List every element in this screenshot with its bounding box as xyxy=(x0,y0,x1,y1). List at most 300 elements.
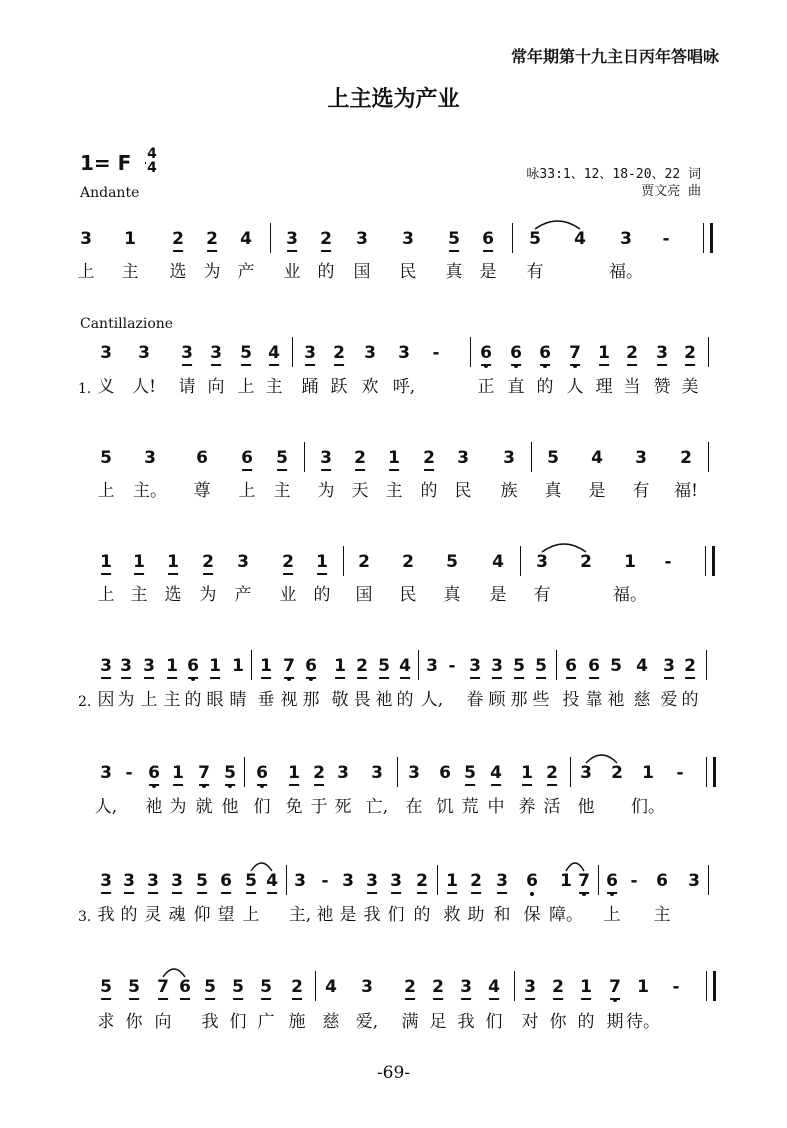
note: 1 xyxy=(172,763,184,783)
note: 6 xyxy=(539,343,551,363)
lyric-syllable: 们。 xyxy=(631,797,665,817)
lyric-syllable: 当 xyxy=(623,377,641,397)
lyric-syllable: 保 xyxy=(523,905,541,925)
note: 3 xyxy=(356,229,368,249)
note: 4 xyxy=(488,977,500,997)
lyric-syllable: 求 xyxy=(97,1012,115,1032)
note: 5 xyxy=(610,656,622,676)
note: 3 xyxy=(138,343,150,363)
lyric-syllable: 上 xyxy=(140,690,158,710)
note: 3 xyxy=(286,229,298,249)
note: 3 xyxy=(337,763,349,783)
lyric-syllable: 爱, xyxy=(355,1012,379,1032)
note: 3 xyxy=(100,871,112,891)
lyric-syllable: 赞 xyxy=(653,377,671,397)
note: 2 xyxy=(356,656,368,676)
note: 3 xyxy=(120,656,132,676)
barline xyxy=(304,442,305,472)
lyric-syllable: 你 xyxy=(125,1012,143,1032)
barline xyxy=(251,650,252,680)
note: - xyxy=(664,552,672,572)
note: 2 xyxy=(313,763,325,783)
meter-denominator: 4 xyxy=(147,160,157,176)
lyric-syllable: 为 xyxy=(199,585,217,605)
barline xyxy=(706,650,707,680)
lyric-syllable: 主 xyxy=(121,262,139,282)
lyric-syllable: 尊 xyxy=(193,481,211,501)
barline xyxy=(315,971,316,1001)
note: 1 xyxy=(560,871,572,891)
lyric-syllable: 魂 xyxy=(168,905,186,925)
lyric-syllable: 是 xyxy=(489,585,507,605)
final-barline xyxy=(706,971,716,1001)
lyric-syllable: 爱 xyxy=(660,690,678,710)
final-barline xyxy=(705,546,715,576)
note: - xyxy=(448,656,456,676)
lyric-syllable: 的 xyxy=(396,690,414,710)
lyric-syllable: 眷 xyxy=(466,690,484,710)
note: 2 xyxy=(291,977,303,997)
lyric-syllable: 的 xyxy=(681,690,699,710)
lyric-syllable: 满 xyxy=(401,1012,419,1032)
lyric-syllable: 上 xyxy=(603,905,621,925)
note: 2 xyxy=(546,763,558,783)
lyric-syllable: 免 xyxy=(285,797,303,817)
lyric-syllable: 活 xyxy=(543,797,561,817)
note: 5 xyxy=(240,343,252,363)
note: 7 xyxy=(157,977,169,997)
note: 4 xyxy=(266,871,278,891)
lyric-syllable: 欢 xyxy=(361,377,379,397)
tie-slur xyxy=(540,540,588,554)
note: 5 xyxy=(513,656,525,676)
low-octave-dot xyxy=(514,364,518,368)
lyric-syllable: 荒 xyxy=(461,797,479,817)
lyric-syllable: 们 xyxy=(485,1012,503,1032)
note: 2 xyxy=(354,448,366,468)
note: 7 xyxy=(609,977,621,997)
note: 5 xyxy=(378,656,390,676)
lyric-syllable: 畏 xyxy=(353,690,371,710)
barline xyxy=(531,442,532,472)
note: 7 xyxy=(569,343,581,363)
note: 3 xyxy=(524,977,536,997)
note: 3 xyxy=(364,343,376,363)
lyric-syllable: 待。 xyxy=(626,1012,660,1032)
lyric-syllable: 人, xyxy=(94,797,118,817)
note: 2 xyxy=(172,229,184,249)
music-credit: 贾文亮 曲 xyxy=(641,184,701,199)
note: 1 xyxy=(209,656,221,676)
lyric-syllable: 有 xyxy=(526,262,544,282)
lyric-syllable: 的 xyxy=(536,377,554,397)
tie-slur xyxy=(584,751,619,765)
lyric-syllable: 那 xyxy=(302,690,320,710)
note: 1 xyxy=(521,763,533,783)
lyric-syllable: 我 xyxy=(201,1012,219,1032)
note: 6 xyxy=(220,871,232,891)
lyric-syllable: 天 xyxy=(351,481,369,501)
lyric-syllable: 为 xyxy=(317,481,335,501)
note: 2 xyxy=(358,552,370,572)
note: 3 xyxy=(688,871,700,891)
barline xyxy=(343,546,344,576)
lyric-syllable: 些 xyxy=(532,690,550,710)
lyric-syllable: 祂 xyxy=(316,905,334,925)
note: 3 xyxy=(294,871,306,891)
barline xyxy=(270,223,271,253)
tie-slur xyxy=(161,965,187,979)
lyric-syllable: 祂 xyxy=(375,690,393,710)
low-octave-dot xyxy=(484,364,488,368)
lyric-syllable: 业 xyxy=(283,262,301,282)
lyric-syllable: 垂 xyxy=(257,690,275,710)
barline xyxy=(520,546,521,576)
lyric-syllable: 美 xyxy=(681,377,699,397)
lyric-syllable: 民 xyxy=(399,585,417,605)
note: 4 xyxy=(240,229,252,249)
note: 2 xyxy=(470,871,482,891)
note: 6 xyxy=(606,871,618,891)
low-octave-dot xyxy=(573,364,577,368)
low-octave-dot xyxy=(543,364,547,368)
lyric-syllable: 他 xyxy=(221,797,239,817)
note: 3 xyxy=(491,656,503,676)
note: 2 xyxy=(333,343,345,363)
lyric-syllable: 施 xyxy=(288,1012,306,1032)
lyric-syllable: 障。 xyxy=(549,905,583,925)
lyric-syllable: 民 xyxy=(454,481,472,501)
note: - xyxy=(125,763,133,783)
lyric-syllable: 有 xyxy=(632,481,650,501)
lyric-syllable: 于 xyxy=(310,797,328,817)
lyric-syllable: 期 xyxy=(606,1012,624,1032)
lyric-syllable: 他 xyxy=(577,797,595,817)
source-heading: 常年期第十九主日丙年答唱咏 xyxy=(510,47,719,66)
lyric-syllable: 足 xyxy=(429,1012,447,1032)
lyric-syllable: 祂 xyxy=(607,690,625,710)
lyric-syllable: 投 xyxy=(562,690,580,710)
note: 5 xyxy=(100,448,112,468)
note: 2 xyxy=(611,763,623,783)
lyric-syllable: 踊 xyxy=(301,377,319,397)
note: - xyxy=(432,343,440,363)
lyric-syllable: 为 xyxy=(203,262,221,282)
note: 2 xyxy=(202,552,214,572)
note: 6 xyxy=(196,448,208,468)
note: 3 xyxy=(390,871,402,891)
lyric-syllable: 国 xyxy=(355,585,373,605)
note: 5 xyxy=(100,977,112,997)
note: 1 xyxy=(133,552,145,572)
note: 3 xyxy=(361,977,373,997)
note: 2 xyxy=(684,343,696,363)
note: 3 xyxy=(210,343,222,363)
lyric-syllable: 是 xyxy=(479,262,497,282)
note: 6 xyxy=(256,763,268,783)
page-title: 上主选为产业 xyxy=(327,86,460,112)
note: 2 xyxy=(404,977,416,997)
note: 3 xyxy=(402,229,414,249)
lyric-syllable: 饥 xyxy=(436,797,454,817)
note: 6 xyxy=(305,656,317,676)
low-octave-dot xyxy=(309,677,313,681)
note: 1 xyxy=(260,656,272,676)
note: 3 xyxy=(181,343,193,363)
lyric-syllable: 主 xyxy=(265,377,283,397)
lyric-syllable: 福! xyxy=(674,481,698,501)
meter-numerator: 4 xyxy=(147,146,157,162)
lyric-syllable: 上 xyxy=(97,585,115,605)
lyric-syllable: 主, xyxy=(288,905,312,925)
note: 3 xyxy=(320,448,332,468)
lyric-syllable: 靠 xyxy=(585,690,603,710)
note: 6 xyxy=(241,448,253,468)
note: 6 xyxy=(588,656,600,676)
key-signature: 1= F xyxy=(80,151,132,175)
lyric-syllable: 是 xyxy=(588,481,606,501)
lyric-syllable: 民 xyxy=(399,262,417,282)
lyric-syllable: 跃 xyxy=(330,377,348,397)
lyric-syllable: 真 xyxy=(443,585,461,605)
lyric-syllable: 死 xyxy=(334,797,352,817)
lyric-syllable: 的 xyxy=(420,481,438,501)
note: 3 xyxy=(620,229,632,249)
note: 6 xyxy=(187,656,199,676)
tie-slur xyxy=(564,859,586,873)
note: 1 xyxy=(637,977,649,997)
note: 3 xyxy=(100,763,112,783)
tempo-marking: Andante xyxy=(80,185,140,201)
lyric-syllable: 对 xyxy=(521,1012,539,1032)
note: 3 xyxy=(147,871,159,891)
note: 5 xyxy=(224,763,236,783)
note: 2 xyxy=(580,552,592,572)
note: - xyxy=(662,229,670,249)
lyric-syllable: 族 xyxy=(500,481,518,501)
note: 2 xyxy=(423,448,435,468)
note: 6 xyxy=(179,977,191,997)
lyric-syllable: 请 xyxy=(178,377,196,397)
low-octave-dot xyxy=(530,892,534,896)
barline xyxy=(418,650,419,680)
note: - xyxy=(676,763,684,783)
lyric-syllable: 慈 xyxy=(322,1012,340,1032)
lyric-syllable: 是 xyxy=(339,905,357,925)
lyric-syllable: 广 xyxy=(257,1012,275,1032)
note: 6 xyxy=(480,343,492,363)
note: 1 xyxy=(334,656,346,676)
barline xyxy=(708,337,709,367)
lyric-syllable: 就 xyxy=(195,797,213,817)
lyric-syllable: 的 xyxy=(413,905,431,925)
note: 3 xyxy=(496,871,508,891)
note: 3 xyxy=(635,448,647,468)
lyric-syllable: 为 xyxy=(117,690,135,710)
low-octave-dot xyxy=(202,784,206,788)
lyric-syllable: 主 xyxy=(163,690,181,710)
note: 4 xyxy=(399,656,411,676)
note: 5 xyxy=(245,871,257,891)
lyric-syllable: 正 xyxy=(477,377,495,397)
barline xyxy=(512,223,513,253)
note: 1 xyxy=(388,448,400,468)
lyric-syllable: 选 xyxy=(164,585,182,605)
note: 3 xyxy=(100,656,112,676)
note: 2 xyxy=(684,656,696,676)
lyric-syllable: 你 xyxy=(549,1012,567,1032)
note: 3 xyxy=(143,656,155,676)
note: 1 xyxy=(598,343,610,363)
lyric-syllable: 产 xyxy=(234,585,252,605)
note: 4 xyxy=(490,763,502,783)
lyric-syllable: 向 xyxy=(154,1012,172,1032)
note: 5 xyxy=(232,977,244,997)
note: 3 xyxy=(457,448,469,468)
lyric-syllable: 直 xyxy=(507,377,525,397)
note: 3 xyxy=(237,552,249,572)
lyric-syllable: 和 xyxy=(493,905,511,925)
note: 4 xyxy=(492,552,504,572)
verse-number: 3. xyxy=(78,909,92,925)
lyric-syllable: 亡, xyxy=(365,797,389,817)
barline xyxy=(570,757,571,787)
verse-number: 1. xyxy=(78,381,92,397)
note: 3 xyxy=(171,871,183,891)
low-octave-dot xyxy=(260,784,264,788)
lyric-syllable: 有 xyxy=(533,585,551,605)
lyric-syllable: 产 xyxy=(237,262,255,282)
lyric-syllable: 理 xyxy=(595,377,613,397)
note: 4 xyxy=(591,448,603,468)
verse-number: 2. xyxy=(78,694,92,710)
note: 2 xyxy=(680,448,692,468)
lyric-syllable: 福。 xyxy=(613,585,647,605)
note: 3 xyxy=(100,343,112,363)
barline xyxy=(598,865,599,895)
note: 2 xyxy=(402,552,414,572)
lyric-syllable: 业 xyxy=(279,585,297,605)
barline xyxy=(556,650,557,680)
barline xyxy=(397,757,398,787)
note: 2 xyxy=(206,229,218,249)
lyric-syllable: 顾 xyxy=(488,690,506,710)
note: 1 xyxy=(167,552,179,572)
lyric-syllable: 们 xyxy=(387,905,405,925)
lyric-syllable: 真 xyxy=(544,481,562,501)
lyric-syllable: 视 xyxy=(280,690,298,710)
note: 1 xyxy=(446,871,458,891)
note: 5 xyxy=(128,977,140,997)
lyric-syllable: 的 xyxy=(313,585,331,605)
lyric-syllable: 仰 xyxy=(193,905,211,925)
note: - xyxy=(321,871,329,891)
lyric-syllable: 助 xyxy=(467,905,485,925)
note: 3 xyxy=(656,343,668,363)
lyric-syllable: 上 xyxy=(97,481,115,501)
lyric-syllable: 我 xyxy=(97,905,115,925)
note: 1 xyxy=(288,763,300,783)
lyric-syllable: 主 xyxy=(385,481,403,501)
barline xyxy=(708,442,709,472)
barline xyxy=(437,865,438,895)
low-octave-dot xyxy=(610,892,614,896)
note: 3 xyxy=(408,763,420,783)
note: 3 xyxy=(460,977,472,997)
barline xyxy=(470,337,471,367)
lyric-syllable: 的 xyxy=(120,905,138,925)
barline xyxy=(286,865,287,895)
note: 6 xyxy=(526,871,538,891)
lyric-syllable: 为 xyxy=(169,797,187,817)
note: 5 xyxy=(464,763,476,783)
note: 3 xyxy=(426,656,438,676)
note: 5 xyxy=(446,552,458,572)
lyric-syllable: 人! xyxy=(132,377,156,397)
low-octave-dot xyxy=(152,784,156,788)
lyric-syllable: 人 xyxy=(566,377,584,397)
lyric-syllable: 睛 xyxy=(229,690,247,710)
note: 3 xyxy=(123,871,135,891)
lyric-syllable: 眼 xyxy=(206,690,224,710)
note: 5 xyxy=(529,229,541,249)
lyric-syllable: 国 xyxy=(353,262,371,282)
lyric-syllable: 那 xyxy=(510,690,528,710)
note: 6 xyxy=(656,871,668,891)
low-octave-dot xyxy=(287,677,291,681)
barline xyxy=(244,757,245,787)
tie-slur xyxy=(249,859,274,873)
note: 4 xyxy=(325,977,337,997)
note: 1 xyxy=(124,229,136,249)
note: 2 xyxy=(552,977,564,997)
note: 6 xyxy=(482,229,494,249)
lyric-syllable: 们 xyxy=(229,1012,247,1032)
page-number: -69- xyxy=(376,1063,411,1083)
final-barline xyxy=(706,757,716,787)
note: 3 xyxy=(371,763,383,783)
note: 7 xyxy=(198,763,210,783)
note: 7 xyxy=(283,656,295,676)
note: 4 xyxy=(268,343,280,363)
note: 5 xyxy=(547,448,559,468)
lyric-syllable: 我 xyxy=(363,905,381,925)
note: 3 xyxy=(536,552,548,572)
lyric-syllable: 义 xyxy=(97,377,115,397)
text-credit: 咏33:1、12、18-20、22 词 xyxy=(526,167,701,182)
note: 1 xyxy=(316,552,328,572)
lyric-syllable: 真 xyxy=(445,262,463,282)
note: - xyxy=(630,871,638,891)
note: 3 xyxy=(366,871,378,891)
note: 3 xyxy=(469,656,481,676)
lyric-syllable: 选 xyxy=(169,262,187,282)
lyric-syllable: 们 xyxy=(253,797,271,817)
note: 1 xyxy=(232,656,244,676)
note: 3 xyxy=(663,656,675,676)
lyric-syllable: 在 xyxy=(405,797,423,817)
note: 4 xyxy=(636,656,648,676)
lyric-syllable: 我 xyxy=(457,1012,475,1032)
note: 1 xyxy=(642,763,654,783)
note: 5 xyxy=(196,871,208,891)
note: 1 xyxy=(166,656,178,676)
note: 4 xyxy=(574,229,586,249)
note: 6 xyxy=(439,763,451,783)
lyric-syllable: 敬 xyxy=(331,690,349,710)
lyric-syllable: 主 xyxy=(130,585,148,605)
note: 3 xyxy=(80,229,92,249)
